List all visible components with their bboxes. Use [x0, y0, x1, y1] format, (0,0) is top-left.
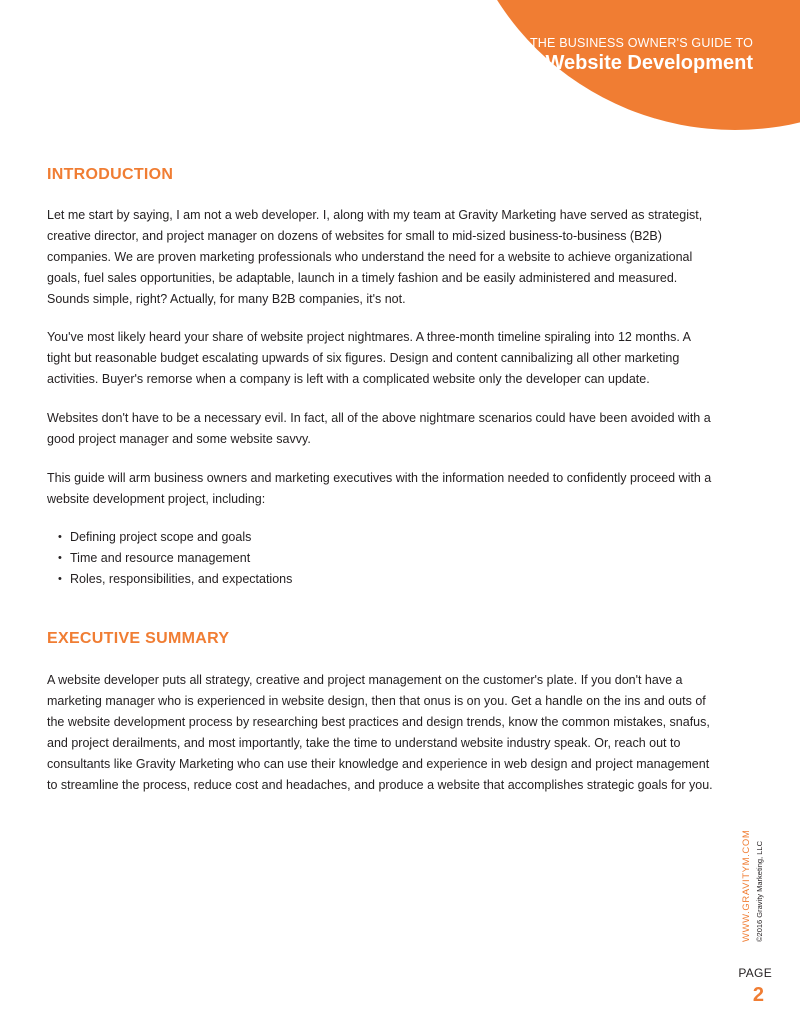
executive-summary-heading: EXECUTIVE SUMMARY: [47, 630, 230, 647]
intro-paragraph-1: Let me start by saying, I am not a web developer. I, along with my team at Gravity Marketing have served as strategist, creative director, and project manager on dozens of websites for small to mid-sized business-to-business (B2B) companies. We are proven marketing professionals who understand the need for a website to achieve organizational goals, fuel sales opportunities, be adaptable, launch in a timely fashion and be easily administered and measured. Sounds simple, right? Actually, for many B2B companies, it's not.: [47, 208, 703, 306]
page-number: 2: [752, 984, 764, 1006]
intro-bullet-list: [47, 527, 292, 590]
introduction-heading: INTRODUCTION: [47, 166, 174, 183]
bullet-item-time: • Time and resource management: [47, 548, 292, 569]
intro-paragraph-2: You've most likely heard your share of website project nightmares. A three-month timeline spiraling into 12 months. A tight but reasonable budget escalating upwards of six figures. Design and content cannibalizing all other marketing activities. Buyer's remorse when a company is left with a complicated website only the developer can update.: [47, 330, 691, 386]
bullet-item-roles: • Roles, responsibilities, and expectations: [47, 569, 292, 590]
page-label: PAGE: [738, 966, 772, 980]
header-title: Website Development: [545, 52, 753, 74]
bullet-item-scope: • Defining project scope and goals: [47, 527, 292, 548]
header-kicker: THE BUSINESS OWNER'S GUIDE TO: [529, 36, 753, 50]
sidebar-credit: [739, 822, 775, 942]
copyright-text: ©2016 Gravity Marketing, LLC: [755, 841, 764, 942]
header-title-block: [530, 36, 753, 76]
intro-paragraph-4: This guide will arm business owners and marketing executives with the information needed to confidently proceed with a website development project, including:: [47, 471, 712, 506]
executive-summary-paragraph: A website developer puts all strategy, creative and project management on the customer's plate. If you don't have a marketing manager who is experienced in website design, then that onus is on you. Get a handle on the ins and outs of the website development process by researching best practices and design trends, know the common mistakes, snafus, and project derailments, and most importantly, take the time to understand website industry speak. Or, reach out to consultants like Gravity Marketing who can use their knowledge and experience in web design and project management to streamline the process, reduce cost and headaches, and produce a website that accomplishes strategic goals for you.: [47, 673, 713, 792]
intro-paragraph-3: Websites don't have to be a necessary evil. In fact, all of the above nightmare scenarios could have been avoided with a good project manager and some website savvy.: [47, 411, 711, 446]
website-url-link[interactable]: WWW.GRAVITYM.COM: [741, 829, 752, 942]
